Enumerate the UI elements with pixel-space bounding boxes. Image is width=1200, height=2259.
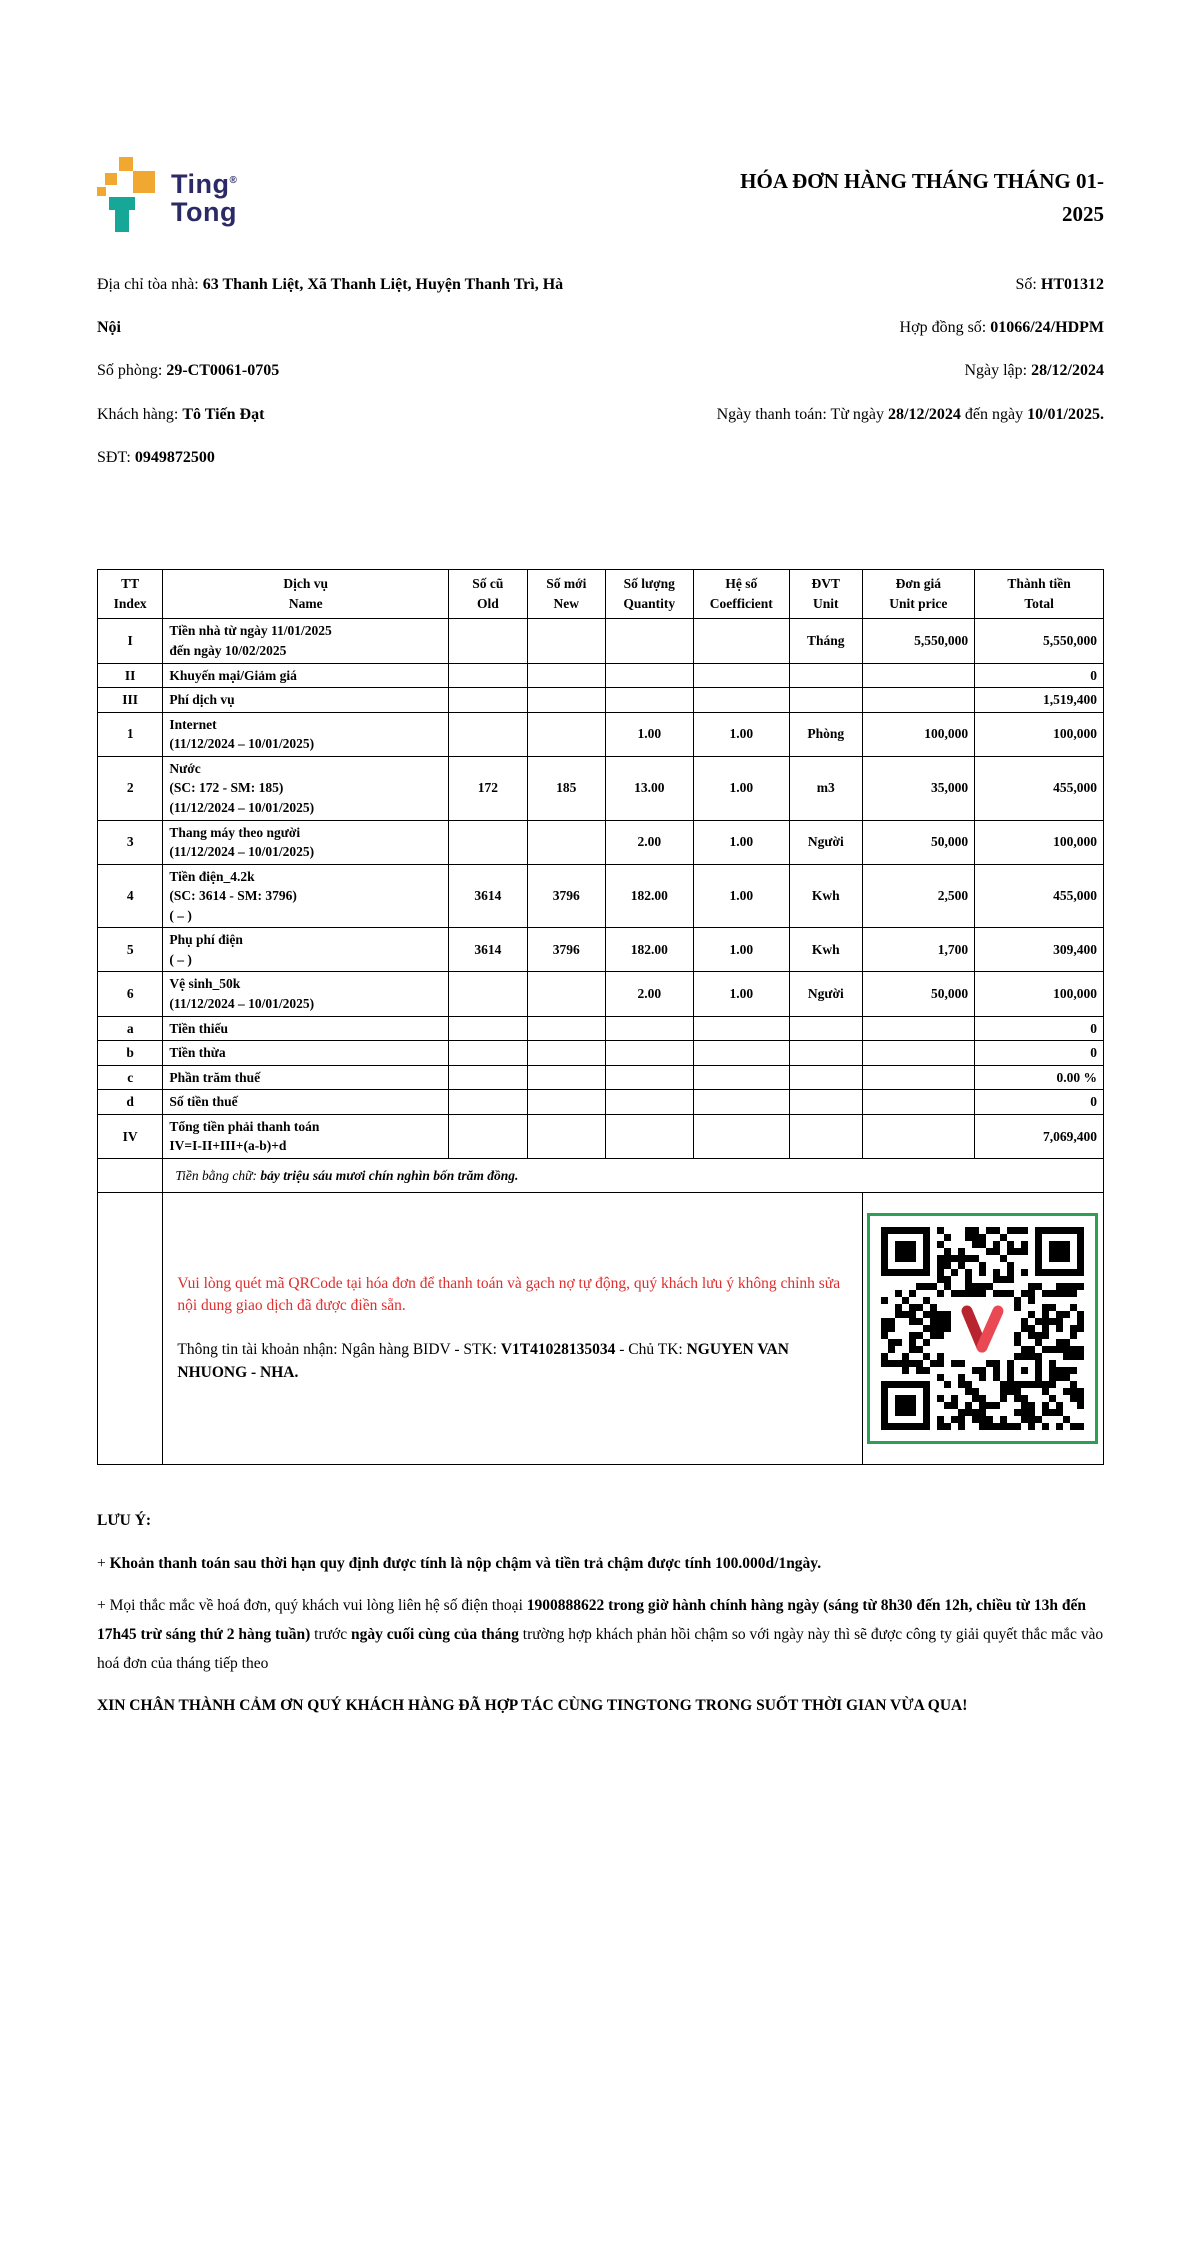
text-segment: Số: xyxy=(1015,276,1041,293)
table-row-3 xyxy=(98,820,1104,864)
cell-price: 1,700 xyxy=(862,928,975,972)
brand-name-line2: Tong xyxy=(171,196,237,227)
payment-row xyxy=(98,1192,1104,1464)
empty-cell xyxy=(98,1158,163,1192)
payment-instructions xyxy=(163,1192,862,1464)
table-row-II xyxy=(98,663,1104,688)
cell-qty xyxy=(606,1065,694,1090)
amount-in-words-value: bảy triệu sáu mươi chín nghìn bốn trăm đồng. xyxy=(260,1167,519,1183)
cell-old: 3614 xyxy=(449,864,527,928)
cell-price xyxy=(862,1041,975,1066)
cell-tt: III xyxy=(98,688,163,713)
cell-qty: 1.00 xyxy=(606,712,694,756)
info-row-right xyxy=(589,263,1104,306)
invoice-info-right xyxy=(589,263,1104,479)
cell-old xyxy=(449,712,527,756)
text-segment: Khách hàng: xyxy=(97,405,183,423)
cell-unit xyxy=(790,1114,862,1158)
table-row-1 xyxy=(98,712,1104,756)
cell-price: 50,000 xyxy=(862,820,975,864)
cell-name: Internet (11/12/2024 – 10/01/2025) xyxy=(163,712,449,756)
cell-price xyxy=(862,1114,975,1158)
cell-name: Số tiền thuế xyxy=(163,1090,449,1115)
text-segment: đến ngày xyxy=(960,405,1028,423)
cell-total: 0 xyxy=(975,1041,1104,1066)
cell-unit xyxy=(790,1016,862,1041)
note-item-1 xyxy=(97,1550,1104,1579)
cell-coef xyxy=(693,1041,790,1066)
notes-section xyxy=(97,1507,1104,1721)
cell-name: Tiền thừa xyxy=(163,1041,449,1066)
text-segment: 28/12/2024 xyxy=(888,405,961,423)
brand-name-line1: Ting xyxy=(171,169,230,199)
cell-unit: m3 xyxy=(790,756,862,820)
registered-trademark: ® xyxy=(229,175,238,186)
cell-qty xyxy=(606,1114,694,1158)
cell-price: 50,000 xyxy=(862,972,975,1016)
table-row-b xyxy=(98,1041,1104,1066)
cell-coef: 1.00 xyxy=(693,972,790,1016)
cell-name: Tiền thiếu xyxy=(163,1016,449,1041)
cell-coef: 1.00 xyxy=(693,712,790,756)
cell-new xyxy=(527,1041,605,1066)
invoice-table xyxy=(97,569,1104,1465)
cell-total: 5,550,000 xyxy=(975,619,1104,663)
cell-name: Phí dịch vụ xyxy=(163,688,449,713)
cell-price xyxy=(862,1016,975,1041)
cell-qty xyxy=(606,619,694,663)
cell-price: 35,000 xyxy=(862,756,975,820)
text-segment: Ngày thanh toán: Từ ngày xyxy=(716,405,889,423)
amount-in-words-label: Tiền bằng chữ: xyxy=(175,1167,261,1183)
cell-tt: 5 xyxy=(98,928,163,972)
cell-tt: 3 xyxy=(98,820,163,864)
cell-old: 172 xyxy=(449,756,527,820)
cell-name: Phụ phí điện ( – ) xyxy=(163,928,449,972)
cell-tt: IV xyxy=(98,1114,163,1158)
cell-coef xyxy=(693,1114,790,1158)
table-row-a xyxy=(98,1016,1104,1041)
text-segment: Hợp đồng số: xyxy=(899,319,991,337)
amount-in-words xyxy=(163,1158,1104,1192)
column-header-tt: TT Index xyxy=(98,569,163,619)
cell-name: Khuyến mại/Giảm giá xyxy=(163,663,449,688)
cell-coef: 1.00 xyxy=(693,756,790,820)
invoice-table-body xyxy=(98,619,1104,1159)
tingtong-logo-icon xyxy=(97,155,159,233)
cell-total: 1,519,400 xyxy=(975,688,1104,713)
text-segment: 29-CT0061-0705 xyxy=(166,362,280,380)
cell-unit xyxy=(790,688,862,713)
cell-coef: 1.00 xyxy=(693,928,790,972)
cell-new xyxy=(527,1065,605,1090)
cell-coef: 1.00 xyxy=(693,864,790,928)
cell-unit: Kwh xyxy=(790,928,862,972)
text-segment: SĐT: xyxy=(97,448,135,466)
text-segment: Địa chỉ tòa nhà: xyxy=(97,276,203,293)
table-row-2 xyxy=(98,756,1104,820)
cell-name: Nước (SC: 172 - SM: 185) (11/12/2024 – 10/01/2025) xyxy=(163,756,449,820)
table-row-III xyxy=(98,688,1104,713)
column-header-unit: ĐVT Unit xyxy=(790,569,862,619)
cell-tt: 6 xyxy=(98,972,163,1016)
cell-price xyxy=(862,1065,975,1090)
cell-total: 0 xyxy=(975,1090,1104,1115)
cell-total: 100,000 xyxy=(975,712,1104,756)
cell-tt: c xyxy=(98,1065,163,1090)
cell-qty xyxy=(606,1041,694,1066)
qr-scan-note: Vui lòng quét mã QRCode tại hóa đơn để thanh toán và gạch nợ tự động, quý khách lưu ý không chỉnh sửa nội dung giao dịch đã được điền sẵn. xyxy=(177,1274,841,1314)
cell-coef: 1.00 xyxy=(693,820,790,864)
note-item-2 xyxy=(97,1592,1104,1678)
notes-heading: LƯU Ý: xyxy=(97,1511,152,1529)
info-row-left xyxy=(97,393,567,436)
cell-new xyxy=(527,712,605,756)
invoice-info xyxy=(97,263,1104,479)
table-row-6 xyxy=(98,972,1104,1016)
invoice-info-left xyxy=(97,263,567,479)
table-row-4 xyxy=(98,864,1104,928)
cell-qty: 13.00 xyxy=(606,756,694,820)
cell-unit xyxy=(790,1090,862,1115)
cell-price xyxy=(862,688,975,713)
cell-qty: 2.00 xyxy=(606,972,694,1016)
cell-name: Tiền nhà từ ngày 11/01/2025 đến ngày 10/02/2025 xyxy=(163,619,449,663)
text-segment: + Mọi thắc mắc về hoá đơn, quý khách vui lòng liên hệ số điện thoại xyxy=(97,1597,527,1615)
cell-qty xyxy=(606,1016,694,1041)
cell-old xyxy=(449,1041,527,1066)
cell-name: Tổng tiền phải thanh toán IV=I-II+III+(a-b)+d xyxy=(163,1114,449,1158)
cell-old xyxy=(449,663,527,688)
cell-new xyxy=(527,619,605,663)
text-segment: 01066/24/HDPM xyxy=(990,319,1104,337)
cell-new xyxy=(527,1016,605,1041)
cell-coef xyxy=(693,1016,790,1041)
cell-qty xyxy=(606,1090,694,1115)
column-header-total: Thành tiền Total xyxy=(975,569,1104,619)
text-segment: + xyxy=(97,1554,110,1572)
cell-total: 0.00 % xyxy=(975,1065,1104,1090)
cell-qty: 182.00 xyxy=(606,928,694,972)
invoice-title-line1: HÓA ĐƠN HÀNG THÁNG THÁNG 01- xyxy=(740,169,1104,193)
column-header-new: Số mới New xyxy=(527,569,605,619)
invoice-title xyxy=(634,165,1104,230)
text-segment: HT01312 xyxy=(1040,276,1104,293)
cell-unit xyxy=(790,663,862,688)
cell-name: Vệ sinh_50k (11/12/2024 – 10/01/2025) xyxy=(163,972,449,1016)
payment-qr-code xyxy=(867,1213,1098,1444)
cell-qty xyxy=(606,663,694,688)
account-info xyxy=(177,1339,847,1384)
cell-total: 7,069,400 xyxy=(975,1114,1104,1158)
column-header-qty: Số lượng Quantity xyxy=(606,569,694,619)
cell-coef xyxy=(693,1090,790,1115)
cell-tt: 1 xyxy=(98,712,163,756)
info-row-right xyxy=(589,349,1104,392)
cell-old xyxy=(449,972,527,1016)
table-row-d xyxy=(98,1090,1104,1115)
cell-tt: a xyxy=(98,1016,163,1041)
cell-name: Thang máy theo người (11/12/2024 – 10/01/2025) xyxy=(163,820,449,864)
cell-total: 309,400 xyxy=(975,928,1104,972)
cell-price: 100,000 xyxy=(862,712,975,756)
cell-tt: 2 xyxy=(98,756,163,820)
info-row-right xyxy=(589,306,1104,349)
cell-qty: 2.00 xyxy=(606,820,694,864)
cell-unit: Tháng xyxy=(790,619,862,663)
cell-tt: b xyxy=(98,1041,163,1066)
cell-unit: Phòng xyxy=(790,712,862,756)
cell-total: 455,000 xyxy=(975,864,1104,928)
text-segment: NGUYEN VAN NHUONG - NHA. xyxy=(177,1341,789,1381)
empty-cell xyxy=(98,1192,163,1464)
text-segment: XIN CHÂN THÀNH CẢM ƠN QUÝ KHÁCH HÀNG ĐÃ HỢP TÁC CÙNG TINGTONG TRONG SUỐT THỜI GIAN VỪA QUA! xyxy=(97,1697,968,1715)
qr-code-image xyxy=(881,1227,1084,1430)
column-header-name: Dịch vụ Name xyxy=(163,569,449,619)
cell-old xyxy=(449,1016,527,1041)
note-item-3 xyxy=(97,1692,1104,1721)
cell-new xyxy=(527,688,605,713)
cell-unit xyxy=(790,1041,862,1066)
text-segment: 1900888622 trong giờ hành chính hàng ngày (sáng từ 8h30 đến 12h, chiều từ 13h đến 17h45 trừ sáng thứ 2 hàng tuần) xyxy=(97,1597,1086,1643)
text-segment: ngày cuối cùng của tháng xyxy=(350,1625,519,1643)
cell-qty: 182.00 xyxy=(606,864,694,928)
table-row-IV xyxy=(98,1114,1104,1158)
cell-old xyxy=(449,1065,527,1090)
brand-wordmark xyxy=(171,171,237,233)
cell-old xyxy=(449,619,527,663)
table-row-c xyxy=(98,1065,1104,1090)
cell-qty xyxy=(606,688,694,713)
cell-old xyxy=(449,688,527,713)
info-row-left xyxy=(97,436,567,479)
cell-old xyxy=(449,1090,527,1115)
cell-coef xyxy=(693,619,790,663)
cell-new xyxy=(527,1114,605,1158)
invoice-title-line2: 2025 xyxy=(1062,201,1104,226)
cell-new xyxy=(527,972,605,1016)
qr-cell xyxy=(862,1192,1104,1464)
cell-new xyxy=(527,820,605,864)
cell-coef xyxy=(693,688,790,713)
cell-price xyxy=(862,663,975,688)
text-segment: - Chủ TK: xyxy=(615,1341,687,1359)
cell-tt: I xyxy=(98,619,163,663)
cell-total: 455,000 xyxy=(975,756,1104,820)
invoice-table-header-row xyxy=(98,569,1104,619)
table-row-I xyxy=(98,619,1104,663)
cell-coef xyxy=(693,663,790,688)
cell-new: 3796 xyxy=(527,864,605,928)
amount-in-words-row xyxy=(98,1158,1104,1192)
notes-list xyxy=(97,1550,1104,1721)
table-row-5 xyxy=(98,928,1104,972)
text-segment: Khoản thanh toán sau thời hạn quy định được tính là nộp chậm và tiền trả chậm được tính 100.000d/1ngày. xyxy=(109,1554,822,1572)
cell-old xyxy=(449,1114,527,1158)
cell-total: 0 xyxy=(975,1016,1104,1041)
text-segment: Số phòng: xyxy=(97,362,167,380)
cell-coef xyxy=(693,1065,790,1090)
cell-price: 2,500 xyxy=(862,864,975,928)
cell-old xyxy=(449,820,527,864)
cell-new: 3796 xyxy=(527,928,605,972)
cell-unit: Người xyxy=(790,820,862,864)
column-header-coef: Hệ số Coefficient xyxy=(693,569,790,619)
cell-total: 100,000 xyxy=(975,972,1104,1016)
cell-new: 185 xyxy=(527,756,605,820)
text-segment: V1T41028135034 xyxy=(500,1341,616,1359)
cell-total: 0 xyxy=(975,663,1104,688)
text-segment: trước xyxy=(310,1625,351,1643)
cell-tt: d xyxy=(98,1090,163,1115)
cell-tt: 4 xyxy=(98,864,163,928)
cell-total: 100,000 xyxy=(975,820,1104,864)
cell-price xyxy=(862,1090,975,1115)
cell-old: 3614 xyxy=(449,928,527,972)
text-segment: Ngày lập: xyxy=(964,362,1032,380)
info-row-right xyxy=(589,393,1104,436)
invoice-header xyxy=(97,155,1104,233)
text-segment: 63 Thanh Liệt, Xã Thanh Liệt, Huyện Thanh Trì, Hà Nội xyxy=(97,276,564,337)
brand-logo xyxy=(97,155,237,233)
cell-unit: Kwh xyxy=(790,864,862,928)
text-segment: 0949872500 xyxy=(134,448,215,466)
cell-unit xyxy=(790,1065,862,1090)
text-segment: 10/01/2025. xyxy=(1027,405,1104,423)
info-row-left xyxy=(97,349,567,392)
cell-new xyxy=(527,663,605,688)
cell-name: Tiền điện_4.2k (SC: 3614 - SM: 3796) ( – ) xyxy=(163,864,449,928)
cell-new xyxy=(527,1090,605,1115)
text-segment: 28/12/2024 xyxy=(1031,362,1104,380)
text-segment: Thông tin tài khoản nhận: Ngân hàng BIDV - STK: xyxy=(177,1341,501,1359)
column-header-old: Số cũ Old xyxy=(449,569,527,619)
cell-tt: II xyxy=(98,663,163,688)
info-row-left xyxy=(97,263,567,349)
column-header-price: Đơn giá Unit price xyxy=(862,569,975,619)
cell-name: Phần trăm thuế xyxy=(163,1065,449,1090)
cell-price: 5,550,000 xyxy=(862,619,975,663)
text-segment: trường hợp khách phản hồi chậm so với ngày này thì sẽ được công ty giải quyết thắc mắc vào hoá đơn của tháng tiếp theo xyxy=(97,1625,1104,1672)
cell-unit: Người xyxy=(790,972,862,1016)
text-segment: Tô Tiến Đạt xyxy=(182,405,265,423)
